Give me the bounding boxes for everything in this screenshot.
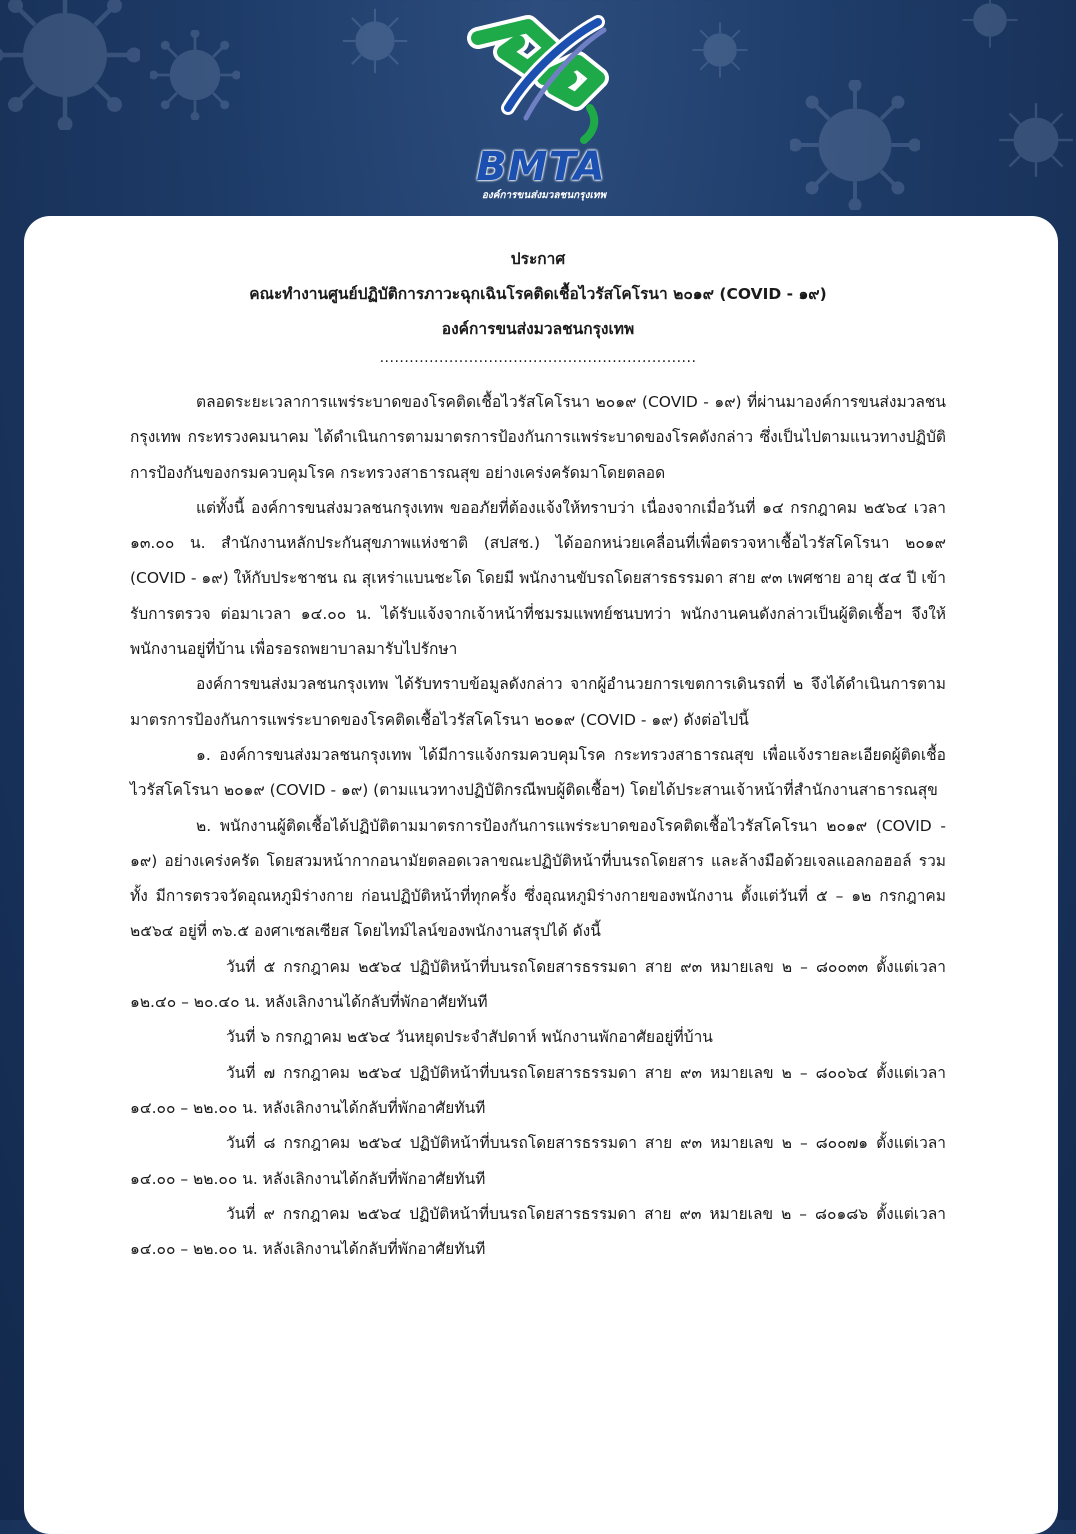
virus-decoration-7 xyxy=(960,0,1020,50)
timeline-item-1: วันที่ ๕ กรกฎาคม ๒๕๖๔ ปฏิบัติหน้าที่บนรถโดยสารธรรมดา สาย ๙๓ หมายเลข ๒ – ๘๐๐๓๓ ตั้งแต่เวลา ๑๒.๔๐ – ๒๐.๔๐ น. หลังเลิกงานได้กลับที่พักอาศัยทันที xyxy=(130,957,946,1012)
timeline-item-2: วันที่ ๖ กรกฎาคม ๒๕๖๔ วันหยุดประจำสัปดาห์ พนักงานพักอาศัยอยู่ที่บ้าน xyxy=(226,1028,713,1047)
paragraph-2: แต่ทั้งนี้ องค์การขนส่งมวลชนกรุงเทพ ขออภัยที่ต้องแจ้งให้ทราบว่า เนื่องจากเมื่อวันที่ ๑๔ กรกฎาคม ๒๕๖๔ เวลา ๑๓.๐๐ น. สำนักงานหลักประกันสุขภาพแห่งชาติ (สปสช.) ได้ออกหน่วยเคลื่อนที่เพื่อตรวจหาเชื้อไวรัสโคโรนา ๒๐๑๙ (COVID - ๑๙) ให้กับประชาชน ณ สุเหร่าแบนชะโด โดยมี พนักงานขับรถโดยสารธรรมดา สาย ๙๓ เพศชาย อายุ ๕๔ ปี เข้ารับการตรวจ ต่อมาเวลา ๑๔.๐๐ น. ได้รับแจ้งจากเจ้าหน้าที่ชมรมแพทย์ชนบทว่า พนักงานคนดังกล่าวเป็นผู้ติดเชื้อฯ จึงให้พนักงานอยู่ที่บ้าน เพื่อรอรถพยาบาลมารับไปรักษา xyxy=(130,498,946,659)
virus-decoration-6 xyxy=(996,100,1076,180)
virus-decoration-3 xyxy=(340,6,410,76)
timeline-item-3: วันที่ ๗ กรกฎาคม ๒๕๖๔ ปฏิบัติหน้าที่บนรถโดยสารธรรมดา สาย ๙๓ หมายเลข ๒ – ๘๐๐๖๔ ตั้งแต่เวลา ๑๔.๐๐ – ๒๒.๐๐ น. หลังเลิกงานได้กลับที่พักอาศัยทันที xyxy=(130,1063,946,1117)
virus-decoration-4 xyxy=(690,20,750,80)
paragraph-5: ๒. พนักงานผู้ติดเชื้อได้ปฏิบัติตามมาตรการป้องกันการแพร่ระบาดของโรคติดเชื้อไวรัสโคโรนา ๒๐๑๙ (COVID - ๑๙) อย่างเคร่งครัด โดยสวมหน้ากากอนามัยตลอดเวลาขณะปฏิบัติหน้าที่บนรถโดยสาร และล้างมือด้วยเจลแอลกอฮอล์ รวมทั้ง มีการตรวจวัดอุณหภูมิร่างกาย ก่อนปฏิบัติหน้าที่ทุกครั้ง ซึ่งอุณหภูมิร่างกายของพนักงาน ตั้งแต่วันที่ ๕ – ๑๒ กรกฎาคม ๒๕๖๔ อยู่ที่ ๓๖.๕ องศาเซลเซียส โดยไทม์ไลน์ของพนักงานสรุปได้ ดังนี้ xyxy=(130,816,946,941)
announcement-organization: องค์การขนส่งมวลชนกรุงเทพ xyxy=(441,320,635,338)
announcement-committee: คณะทำงานศูนย์ปฏิบัติการภาวะฉุกเฉินโรคติดเชื้อไวรัสโคโรนา ๒๐๑๙ (COVID - ๑๙) xyxy=(249,285,827,303)
bmta-logo-mark xyxy=(448,8,634,148)
logo-wordmark: BMTA xyxy=(476,144,606,190)
logo-subtitle: องค์การขนส่งมวลชนกรุงเทพ xyxy=(481,190,607,201)
announcement-card xyxy=(24,216,1058,1534)
announcement-content xyxy=(130,242,946,1267)
virus-decoration-1 xyxy=(0,0,140,130)
timeline-item-4: วันที่ ๘ กรกฎาคม ๒๕๖๔ ปฏิบัติหน้าที่บนรถโดยสารธรรมดา สาย ๙๓ หมายเลข ๒ – ๘๐๐๗๑ ตั้งแต่เวลา ๑๔.๐๐ – ๒๒.๐๐ น. หลังเลิกงานได้กลับที่พักอาศัยทันที xyxy=(130,1134,946,1188)
bmta-logo xyxy=(448,8,634,201)
virus-decoration-5 xyxy=(790,80,920,210)
announcement-title: ประกาศ xyxy=(510,250,566,268)
paragraph-3: องค์การขนส่งมวลชนกรุงเทพ ได้รับทราบข้อมูลดังกล่าว จากผู้อำนวยการเขตการเดินรถที่ ๒ จึงได้ดำเนินการตามมาตรการป้องกันการแพร่ระบาดของโรคติดเชื้อไวรัสโคโรนา ๒๐๑๙ (COVID - ๑๙) ดังต่อไปนี้ xyxy=(130,675,946,729)
divider-dots: ................................................................ xyxy=(379,350,697,366)
paragraph-4: ๑. องค์การขนส่งมวลชนกรุงเทพ ได้มีการแจ้งกรมควบคุมโรค กระทรวงสาธารณสุข เพื่อแจ้งรายละเอียดผู้ติดเชื้อไวรัสโคโรนา ๒๐๑๙ (COVID - ๑๙) (ตามแนวทางปฏิบัติกรณีพบผู้ติดเชื้อฯ) โดยได้ประสานเจ้าหน้าที่สำนักงานสาธารณสุข xyxy=(130,745,946,800)
virus-decoration-2 xyxy=(150,30,240,120)
timeline-item-5: วันที่ ๙ กรกฎาคม ๒๕๖๔ ปฏิบัติหน้าที่บนรถโดยสารธรรมดา สาย ๙๓ หมายเลข ๒ – ๘๐๑๘๖ ตั้งแต่เวลา ๑๔.๐๐ – ๒๒.๐๐ น. หลังเลิกงานได้กลับที่พักอาศัยทันที xyxy=(130,1204,946,1259)
paragraph-1: ตลอดระยะเวลาการแพร่ระบาดของโรคติดเชื้อไวรัสโคโรนา ๒๐๑๙ (COVID - ๑๙) ที่ผ่านมาองค์การขนส่งมวลชนกรุงเทพ กระทรวงคมนาคม ได้ดำเนินการตามมาตรการป้องกันการแพร่ระบาดของโรคดังกล่าว ซึ่งเป็นไปตามแนวทางปฏิบัติการป้องกันของกรมควบคุมโรค กระทรวงสาธารณสุข อย่างเคร่งครัดมาโดยตลอด xyxy=(130,393,946,482)
